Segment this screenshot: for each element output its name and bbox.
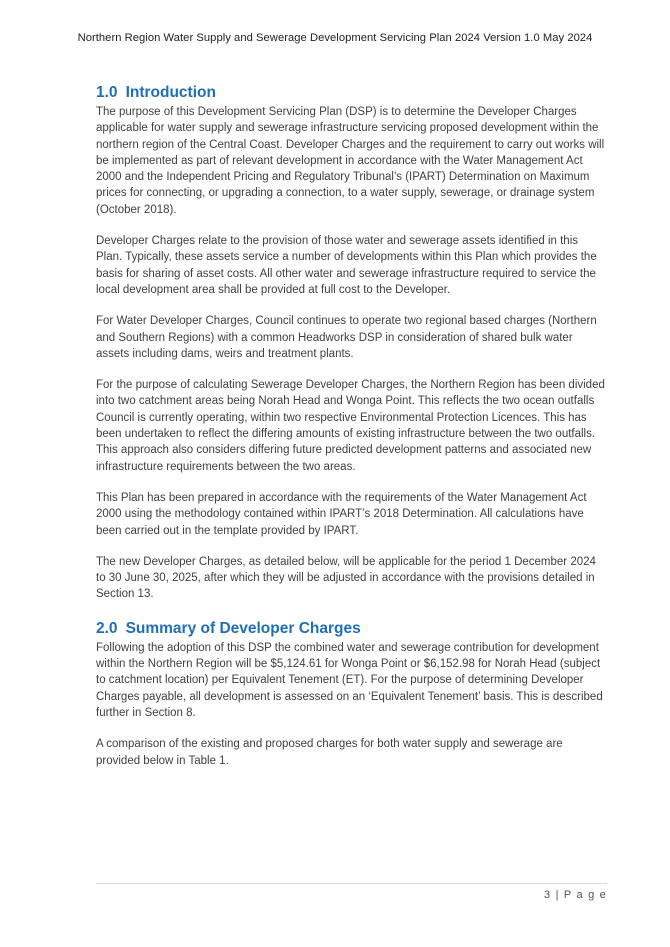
footer-divider xyxy=(96,883,607,884)
running-header: Northern Region Water Supply and Sewerage Development Servicing Plan 2024 Version 1.0 May 2024 xyxy=(77,32,593,44)
paragraph: The new Developer Charges, as detailed below, will be applicable for the period 1 December 2024 to 30 June 30, 2025, after which they will be adjusted in accordance with the provisions detailed in Section 13. xyxy=(96,555,596,601)
section-title: Introduction xyxy=(125,84,216,101)
section-heading-summary xyxy=(96,618,606,640)
paragraph: Following the adoption of this DSP the combined water and sewerage contribution for development within the Northern Region will be $5,124.61 for Wonga Point or $6,152.98 for Norah Head (subject to catchment location) per Equivalent Tenement (ET). For the purpose of determining Developer Charges payable, all development is assessed on an ‘Equivalent Tenement’ basis. This is described further in Section 8. xyxy=(96,641,603,719)
page-number: 3 | P a g e xyxy=(544,889,607,901)
paragraph: The purpose of this Development Servicing Plan (DSP) is to determine the Developer Charges applicable for water supply and sewerage infrastructure servicing proposed development within the northern region of the Central Coast. Developer Charges and the requirement to carry out works will be implemented as part of relevant development in accordance with the Water Management Act 2000 and the Independent Pricing and Regulatory Tribunal’s (IPART) Determination on Maximum prices for connecting, or upgrading a connection, to a water supply, sewerage, or drainage system (October 2018). xyxy=(96,106,605,216)
page-footer xyxy=(96,883,607,901)
paragraph: A comparison of the existing and proposed charges for both water supply and sewerage are provided below in Table 1. xyxy=(96,738,563,767)
paragraph: This Plan has been prepared in accordance with the requirements of the Water Management Act 2000 using the methodology contained within IPART’s 2018 Determination. All calculations have been carried out in the template provided by IPART. xyxy=(96,491,587,537)
section-title: Summary of Developer Charges xyxy=(125,619,361,637)
section-number: 1.0 xyxy=(96,84,118,101)
paragraph: For Water Developer Charges, Council continues to operate two regional based charges (Northern and Southern Regions) with a common Headworks DSP in consideration of shared bulk water assets including dams, weirs and treatment plants. xyxy=(96,315,597,360)
section-number: 2.0 xyxy=(96,619,118,637)
page-content xyxy=(96,82,606,784)
paragraph: For the purpose of calculating Sewerage Developer Charges, the Northern Region has been divided into two catchment areas being Norah Head and Wonga Point. This reflects the two ocean outfalls Council is currently operating, within two respective Environmental Protection Licences. This has been undertaken to reflect the differing amounts of existing infrastructure between the two outfalls. This approach also considers differing future predicted development patterns and associated new infrastructure requirements between the two areas. xyxy=(96,379,605,473)
section-heading-introduction xyxy=(96,82,606,104)
paragraph: Developer Charges relate to the provision of those water and sewerage assets identified in this Plan. Typically, these assets service a number of developments within this Plan which provides the basis for sharing of asset costs. All other water and sewerage infrastructure required to service the local development area shall be provided at full cost to the Developer. xyxy=(96,235,597,296)
